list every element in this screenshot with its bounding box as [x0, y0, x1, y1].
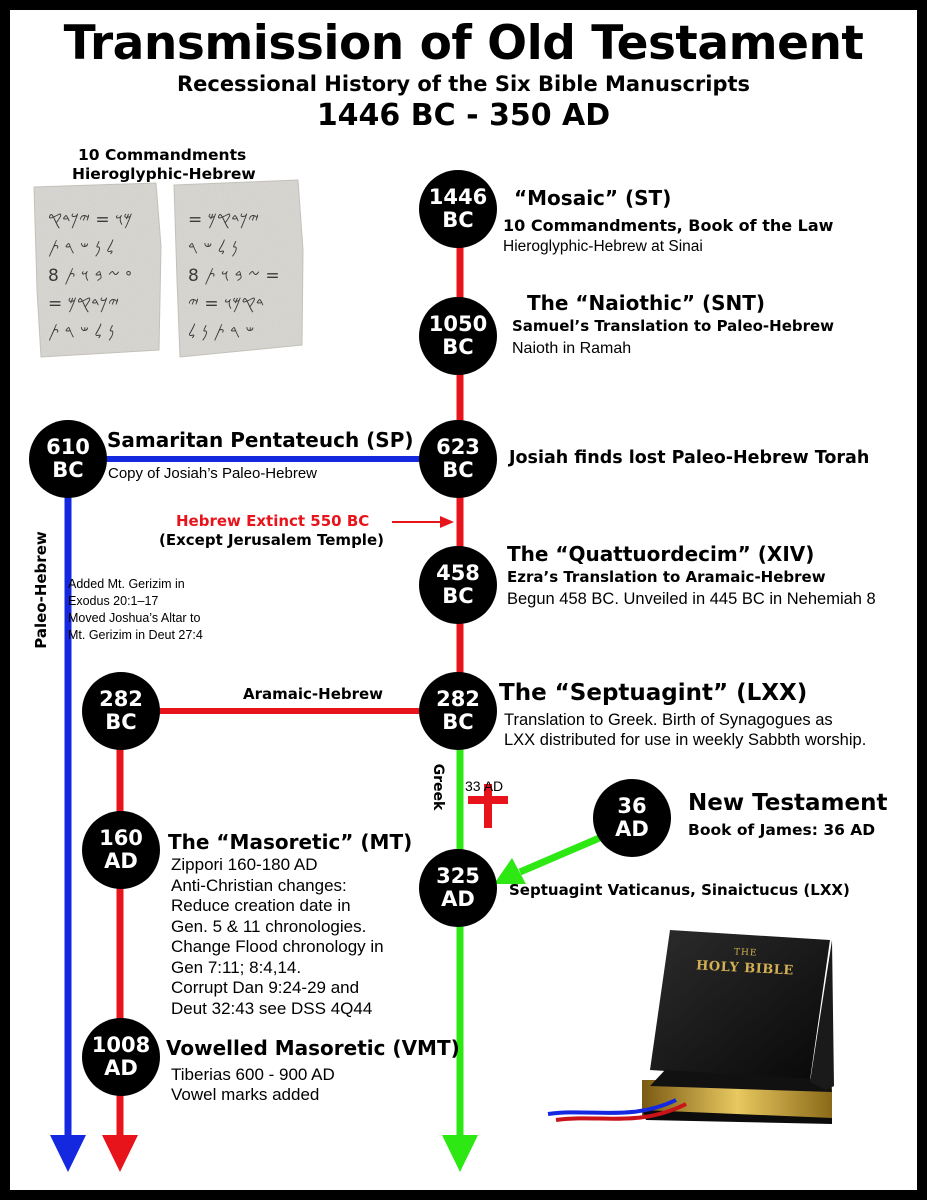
vowelled-title: Vowelled Masoretic (VMT)	[166, 1036, 460, 1060]
extinct-arrowhead	[440, 516, 454, 528]
node-160-ad: 160 AD	[82, 811, 160, 889]
node-1050-bc: 1050 BC	[419, 297, 497, 375]
vowelled-line2: Vowel marks added	[171, 1085, 320, 1104]
gerizim-line4: Mt. Gerizim in Deut 27:4	[68, 628, 203, 642]
cross-year-label: 33 AD	[465, 778, 504, 794]
samaritan-line1: Copy of Josiah’s Paleo-Hebrew	[108, 465, 317, 482]
tablet-right-text: = 𐤉𐤊𐤃𐤒𐤌 𐤍 𐤋 𐤔 𐤓 𐤆 𐤁 𐤅 𐤕 8 = 𐤃𐤒𐤌𐤅 = 𐤉 𐤔 𐤓 𐤕 𐤍 𐤋	[188, 210, 280, 342]
naiothic-line2: Naioth in Ramah	[512, 340, 632, 357]
septuagint-line1: Translation to Greek. Birth of Synagogues as	[504, 711, 833, 729]
vaticanus-title: Septuagint Vaticanus, Sinaictucus (LXX)	[509, 881, 850, 899]
holy-bible-image	[548, 930, 834, 1124]
blue-arrowhead	[50, 1135, 86, 1172]
new-testament-green-link	[520, 836, 604, 872]
quattuordecim-line2: Begun 458 BC. Unveiled in 445 BC in Nehemiah 8	[507, 590, 876, 608]
page-subtitle: Recessional History of the Six Bible Manuscripts	[176, 72, 751, 96]
tablets-caption-line1: 10 Commandments	[78, 146, 247, 164]
naiothic-line1: Samuel’s Translation to Paleo-Hebrew	[512, 317, 835, 335]
date-range: 1446 BC - 350 AD	[316, 98, 611, 133]
new-testament-line1: Book of James: 36 AD	[688, 821, 876, 839]
node-282-bc-left: 282 BC	[82, 672, 160, 750]
quattuordecim-line1: Ezra’s Translation to Aramaic-Hebrew	[507, 568, 826, 586]
naiothic-title: The “Naiothic” (SNT)	[527, 291, 766, 315]
quattuordecim-title: The “Quattuordecim” (XIV)	[507, 542, 815, 566]
vowelled-line1: Tiberias 600 - 900 AD	[171, 1065, 335, 1084]
infographic-page	[10, 10, 917, 1190]
extinct-line2: (Except Jerusalem Temple)	[159, 531, 384, 549]
bible-cover-line1: THE	[733, 947, 758, 959]
node-623-bc: 623 BC	[419, 420, 497, 498]
josiah-title: Josiah finds lost Paleo-Hebrew Torah	[509, 448, 870, 468]
tablet-left-text: 𐤌𐤅 = 𐤉𐤊𐤃𐤒 𐤋 𐤍 𐤔 𐤓 𐤕 𐤏 𐤆 𐤁 𐤅 𐤕 8 = 𐤉𐤊𐤃𐤒𐤌 𐤍 𐤋 𐤔 𐤓 𐤕	[48, 210, 133, 342]
septuagint-line2: LXX distributed for use in weekly Sabbth worship.	[504, 731, 867, 749]
cross-icon-bar	[468, 796, 508, 804]
masoretic-title: The “Masoretic” (MT)	[168, 830, 413, 854]
mosaic-line2: Hieroglyphic-Hebrew at Sinai	[503, 238, 703, 255]
node-1008-ad: 1008 AD	[82, 1018, 160, 1096]
aramaic-hebrew-label: Aramaic-Hebrew	[243, 685, 384, 703]
page-title: Transmission of Old Testament	[63, 16, 864, 71]
greek-label: Greek	[430, 763, 446, 811]
node-325-ad: 325 AD	[419, 849, 497, 927]
green-arrowhead	[442, 1135, 478, 1172]
node-1446-bc: 1446 BC	[419, 170, 497, 248]
mosaic-title: “Mosaic” (ST)	[514, 186, 672, 210]
extinct-line1: Hebrew Extinct 550 BC	[176, 512, 370, 530]
gerizim-line3: Moved Joshua’s Altar to	[68, 611, 201, 625]
bible-cover-line2: HOLY BIBLE	[695, 958, 795, 979]
new-testament-title: New Testament	[688, 790, 888, 816]
node-610-bc: 610 BC	[29, 420, 107, 498]
septuagint-title: The “Septuagint” (LXX)	[499, 680, 808, 706]
gerizim-line1: Added Mt. Gerizim in	[68, 577, 185, 591]
gerizim-line2: Exodus 20:1–17	[68, 594, 159, 608]
node-36-ad: 36 AD	[593, 779, 671, 857]
samaritan-title: Samaritan Pentateuch (SP)	[107, 428, 414, 452]
node-458-bc: 458 BC	[419, 546, 497, 624]
node-282-bc-main: 282 BC	[419, 672, 497, 750]
paleo-hebrew-label: Paleo-Hebrew	[32, 531, 50, 649]
masoretic-notes: Zippori 160-180 AD Anti-Christian changes: Reduce creation date in Gen. 5 & 11 chronologies. Change Flood chronology in Gen 7:11; 8:4,14. Corrupt Dan 9:24-29 and Deut 32:43 see DSS 4Q44	[171, 855, 384, 1018]
mosaic-line1: 10 Commandments, Book of the Law	[503, 216, 834, 235]
red-arrowhead	[102, 1135, 138, 1172]
tablets-caption-line2: Hieroglyphic-Hebrew	[72, 165, 256, 183]
